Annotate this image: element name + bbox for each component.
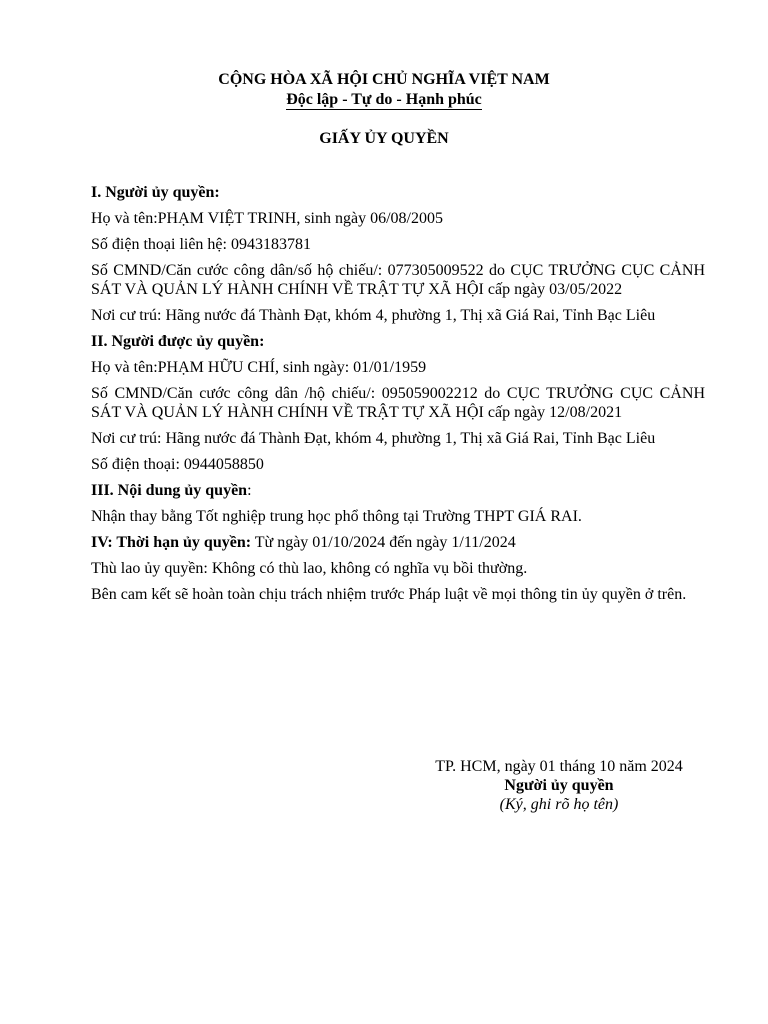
grantee-phone: Số điện thoại: 0944058850 xyxy=(91,456,264,473)
section4-heading: IV: Thời hạn ủy quyền: xyxy=(91,534,252,551)
grantee-address: Nơi cư trú: Hãng nước đá Thành Đạt, khóm 4, phường 1, Thị xã Giá Rai, Tỉnh Bạc Liêu xyxy=(91,430,656,447)
section1-heading: I. Người ủy quyền: xyxy=(91,184,220,201)
signature-role: Người ủy quyền xyxy=(504,777,614,794)
motto xyxy=(0,90,768,109)
section3-heading-suffix: : xyxy=(247,482,252,499)
signature-block xyxy=(400,757,718,814)
place-date: TP. HCM, ngày 01 tháng 10 năm 2024 xyxy=(435,758,683,775)
authorization-period: Từ ngày 01/10/2024 đến ngày 1/11/2024 xyxy=(251,534,516,551)
section4-line xyxy=(91,533,705,552)
grantor-address: Nơi cư trú: Hãng nước đá Thành Đạt, khóm 4, phường 1, Thị xã Giá Rai, Tỉnh Bạc Liêu xyxy=(91,307,656,324)
section3-heading xyxy=(91,481,705,500)
grantor-phone: Số điện thoại liên hệ: 0943183781 xyxy=(91,236,311,253)
motto-text: Độc lập - Tự do - Hạnh phúc xyxy=(286,91,482,108)
national-title: CỘNG HÒA XÃ HỘI CHỦ NGHĨA VIỆT NAM xyxy=(218,71,550,88)
commitment-line: Bên cam kết sẽ hoàn toàn chịu trách nhiệm trước Pháp luật về mọi thông tin ủy quyền ở trên. xyxy=(91,586,687,603)
section3-heading-text: III. Nội dung ủy quyền xyxy=(91,482,248,499)
authorization-content: Nhận thay bằng Tốt nghiệp trung học phổ thông tại Trường THPT GIÁ RAI. xyxy=(91,508,582,525)
grantee-name: Họ và tên:PHẠM HỮU CHÍ, sinh ngày: 01/01/1959 xyxy=(91,359,427,376)
signature-instruction: (Ký, ghi rõ họ tên) xyxy=(499,796,619,813)
grantee-id: Số CMND/Căn cước công dân /hộ chiếu/: 095059002212 do CỤC TRƯỞNG CỤC CẢNH SÁT VÀ QUẢN LÝ HÀNH CHÍNH VỀ TRẬT TỰ XÃ HỘI cấp ngày 12/08/2021 xyxy=(91,385,705,421)
grantor-id: Số CMND/Căn cước công dân/số hộ chiếu/: 077305009522 do CỤC TRƯỞNG CỤC CẢNH SÁT VÀ QUẢN LÝ HÀNH CHÍNH VỀ TRẬT TỰ XÃ HỘI cấp ngày 03/05/2022 xyxy=(91,262,705,298)
remuneration-line: Thù lao ủy quyền: Không có thù lao, không có nghĩa vụ bồi thường. xyxy=(91,560,528,577)
grantor-name: Họ và tên:PHẠM VIỆT TRINH, sinh ngày 06/08/2005 xyxy=(91,210,443,227)
section2-heading: II. Người được ủy quyền: xyxy=(91,333,265,350)
document-body xyxy=(91,183,705,611)
document-title: GIẤY ỦY QUYỀN xyxy=(319,130,449,147)
